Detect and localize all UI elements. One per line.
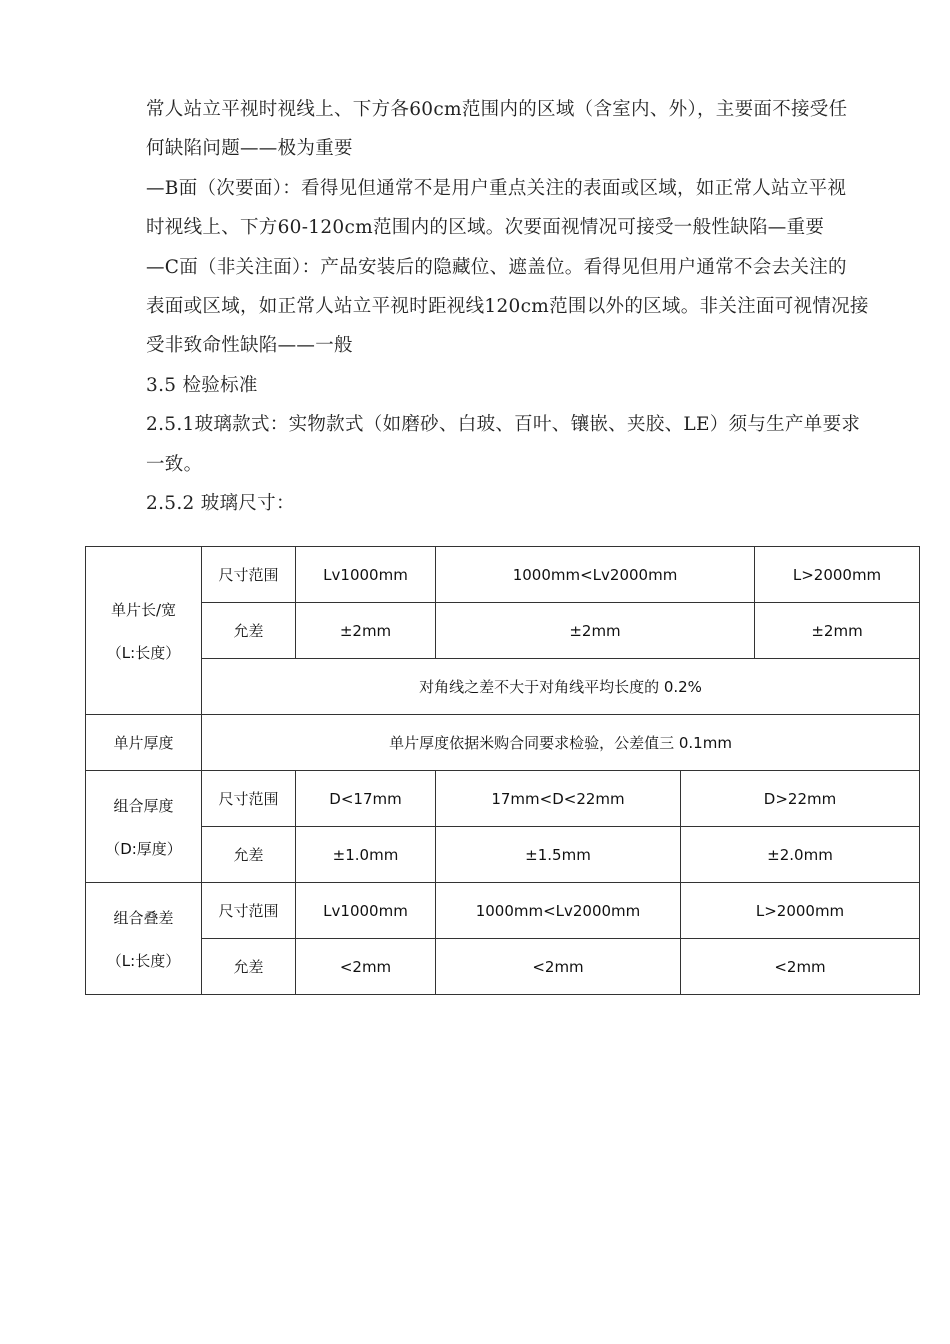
table-row <box>86 659 920 715</box>
table-cell: L>2000mm <box>681 883 920 939</box>
body-line-10: 一致。 <box>146 454 203 475</box>
body-line-9: 2.5.1玻璃款式：实物款式（如磨砂、白玻、百叶、镶嵌、夹胶、LE）须与生产单要求 <box>146 414 861 435</box>
glass-size-table <box>85 546 920 995</box>
table-cell: <2mm <box>436 939 681 995</box>
tolerance-label: 允差 <box>202 603 296 659</box>
table-cell: ±2mm <box>436 603 755 659</box>
combo-thickness-label: 组合厚度 <box>113 796 174 815</box>
size-range-label: 尺寸范围 <box>202 771 296 827</box>
table-cell: D<17mm <box>296 771 436 827</box>
table-row <box>86 603 920 659</box>
body-line-5: —C面（非关注面）：产品安装后的隐藏位、遮盖位。看得见但用户通常不会去关注的 <box>146 257 847 278</box>
single-thickness-note: 单片厚度依据米购合同要求检验，公差值三 0.1mm <box>202 715 920 771</box>
table-cell: Lv1000mm <box>296 547 436 603</box>
combo-offset-label: 组合叠差 <box>113 908 174 927</box>
diagonal-note: 对角线之差不大于对角线平均长度的 0.2% <box>202 659 920 715</box>
table-cell: <2mm <box>681 939 920 995</box>
table-cell: ±2mm <box>755 603 920 659</box>
table-row <box>86 827 920 883</box>
subsection-heading-2-5-2: 2.5.2 玻璃尺寸： <box>146 493 295 514</box>
body-line-7: 受非致命性缺陷——一般 <box>146 335 353 356</box>
table-cell: <2mm <box>296 939 436 995</box>
tolerance-label: 允差 <box>202 939 296 995</box>
single-length-label: 单片长/宽 <box>110 600 177 619</box>
table-row <box>86 547 920 603</box>
table-cell: 1000mm<Lv2000mm <box>436 883 681 939</box>
body-line-2: 何缺陷问题——极为重要 <box>146 138 353 159</box>
combo-thickness-label-cell <box>86 771 202 883</box>
table-row <box>86 939 920 995</box>
section-heading-3-5: 3.5 检验标准 <box>146 375 258 396</box>
combo-thickness-sublabel: （D:厚度） <box>105 839 182 858</box>
size-range-label: 尺寸范围 <box>202 883 296 939</box>
table-cell: ±2mm <box>296 603 436 659</box>
table-cell: 17mm<D<22mm <box>436 771 681 827</box>
table-cell: D>22mm <box>681 771 920 827</box>
table-row <box>86 883 920 939</box>
table-row <box>86 771 920 827</box>
body-line-6: 表面或区域，如正常人站立平视时距视线120cm范围以外的区域。非关注面可视情况接 <box>146 296 869 317</box>
single-thickness-label: 单片厚度 <box>86 715 202 771</box>
table-cell: Lv1000mm <box>296 883 436 939</box>
table-cell: L>2000mm <box>755 547 920 603</box>
table-cell: ±1.5mm <box>436 827 681 883</box>
tolerance-label: 允差 <box>202 827 296 883</box>
body-line-3: —B面（次要面）：看得见但通常不是用户重点关注的表面或区域，如正常人站立平视 <box>146 178 847 199</box>
body-line-1: 常人站立平视时视线上、下方各60cm范围内的区域（含室内、外），主要面不接受任 <box>146 99 848 120</box>
combo-offset-sublabel: （L:长度） <box>106 951 181 970</box>
table-cell: ±1.0mm <box>296 827 436 883</box>
table-row <box>86 715 920 771</box>
single-length-label-cell <box>86 547 202 715</box>
table-cell: ±2.0mm <box>681 827 920 883</box>
table-cell: 1000mm<Lv2000mm <box>436 547 755 603</box>
single-length-sublabel: （L:长度） <box>106 643 181 662</box>
combo-offset-label-cell <box>86 883 202 995</box>
body-line-4: 时视线上、下方60-120cm范围内的区域。次要面视情况可接受一般性缺陷—重要 <box>146 217 825 238</box>
size-range-label: 尺寸范围 <box>202 547 296 603</box>
